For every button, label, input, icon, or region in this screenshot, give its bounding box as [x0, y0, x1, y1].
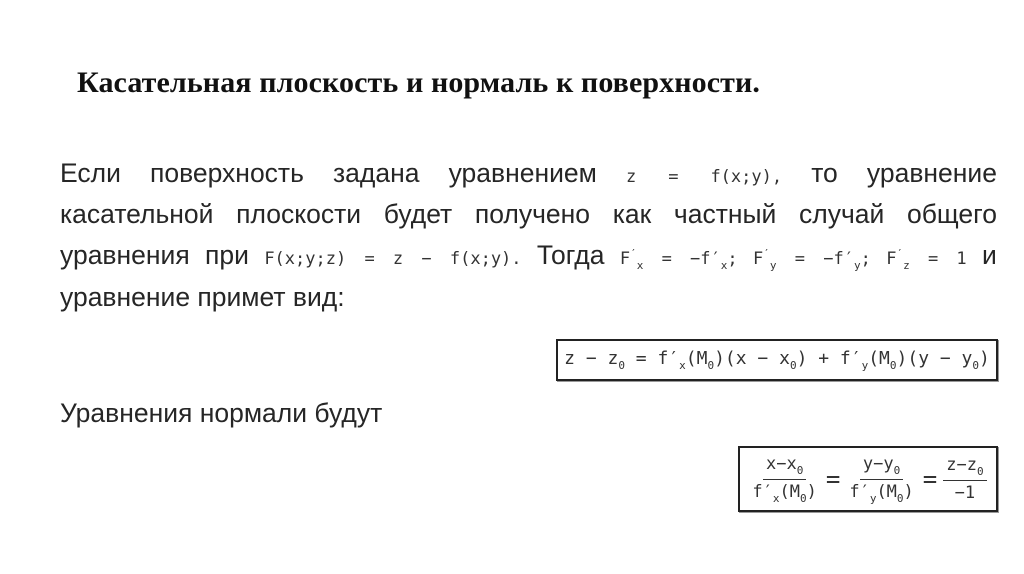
sym: y	[869, 491, 877, 505]
sym: = 1	[927, 249, 967, 269]
fraction-z	[943, 455, 986, 503]
sym: y	[861, 359, 869, 372]
sym: )	[903, 481, 914, 502]
formula-Fy	[753, 247, 871, 272]
formula-surface: z = f(x;y),	[625, 167, 783, 187]
sym: z − z	[564, 348, 619, 369]
text: Тогда	[536, 240, 605, 270]
sym: y	[769, 259, 777, 272]
sym: = f′	[624, 348, 680, 369]
paragraph-line-1	[60, 158, 997, 189]
sym: (M	[868, 348, 890, 369]
normal-label: Уравнения нормали будут	[60, 398, 383, 428]
sym: ;	[727, 249, 738, 269]
sym: 0	[789, 359, 797, 372]
sym: y	[853, 259, 861, 272]
sym: x−x	[765, 453, 797, 474]
sym: x	[636, 259, 644, 272]
sym: 0	[707, 359, 715, 372]
sym: f′	[849, 481, 870, 502]
page-title: Касательная плоскость и нормаль к поверхности.	[77, 66, 760, 99]
sym: f′	[752, 481, 773, 502]
sym: 0	[976, 465, 984, 478]
text: уравнения	[60, 240, 190, 270]
formula	[564, 348, 990, 372]
denominator: −1	[954, 483, 976, 503]
sym: )(y − y	[896, 348, 973, 369]
sym: F	[753, 249, 764, 269]
sym: x	[720, 259, 728, 272]
paragraph-line-2: касательной плоскости будет получено как частный случай общего	[60, 199, 997, 229]
sym: y−y	[862, 453, 894, 474]
normal-line-equation	[738, 446, 998, 512]
sym: 0	[896, 491, 904, 505]
sym: ;	[860, 249, 871, 269]
sym: )(x − x	[714, 348, 790, 369]
sym: = −f′	[794, 249, 854, 269]
fraction-y	[846, 454, 916, 505]
sym: = −f′	[661, 249, 721, 269]
equals-sign: =	[922, 465, 938, 493]
sym: 0	[893, 463, 901, 477]
sym: x	[772, 491, 780, 505]
sym: x	[679, 359, 686, 372]
fraction-x	[749, 454, 819, 505]
sym: (M	[779, 481, 800, 502]
sym: 0	[618, 359, 625, 372]
sym: F	[619, 249, 631, 269]
numerator	[943, 455, 986, 481]
sym: z−z	[946, 455, 977, 475]
sym: 0	[800, 491, 807, 505]
text: и	[982, 240, 997, 270]
tangent-plane-equation	[556, 339, 998, 381]
sym: )	[806, 481, 817, 502]
formula-F: F(x;y;z) = z − f(x;y).	[264, 249, 522, 269]
sym: 0	[796, 463, 804, 477]
sym: ′	[763, 247, 770, 260]
equals-sign: =	[825, 465, 841, 493]
denominator	[846, 480, 916, 505]
sym: ′	[896, 247, 904, 260]
formula-Fz	[886, 247, 967, 272]
text: то уравнение	[811, 158, 997, 188]
sym: ′	[630, 247, 637, 260]
text: Если поверхность задана уравнением	[60, 158, 597, 188]
numerator	[860, 454, 903, 480]
sym: )	[979, 348, 990, 369]
paragraph-line-4: уравнение примет вид:	[60, 282, 345, 312]
denominator	[749, 480, 819, 505]
sym: (M	[685, 348, 708, 369]
sym: 0	[889, 359, 897, 372]
sym: 0	[972, 359, 980, 372]
numerator	[763, 454, 806, 480]
sym: (M	[876, 481, 897, 502]
text: при	[205, 240, 249, 270]
sym: F	[886, 249, 897, 269]
sym: z	[903, 259, 910, 272]
paragraph-line-3	[60, 240, 997, 272]
sym: ) + f′	[796, 348, 862, 369]
formula-Fx	[619, 247, 738, 272]
